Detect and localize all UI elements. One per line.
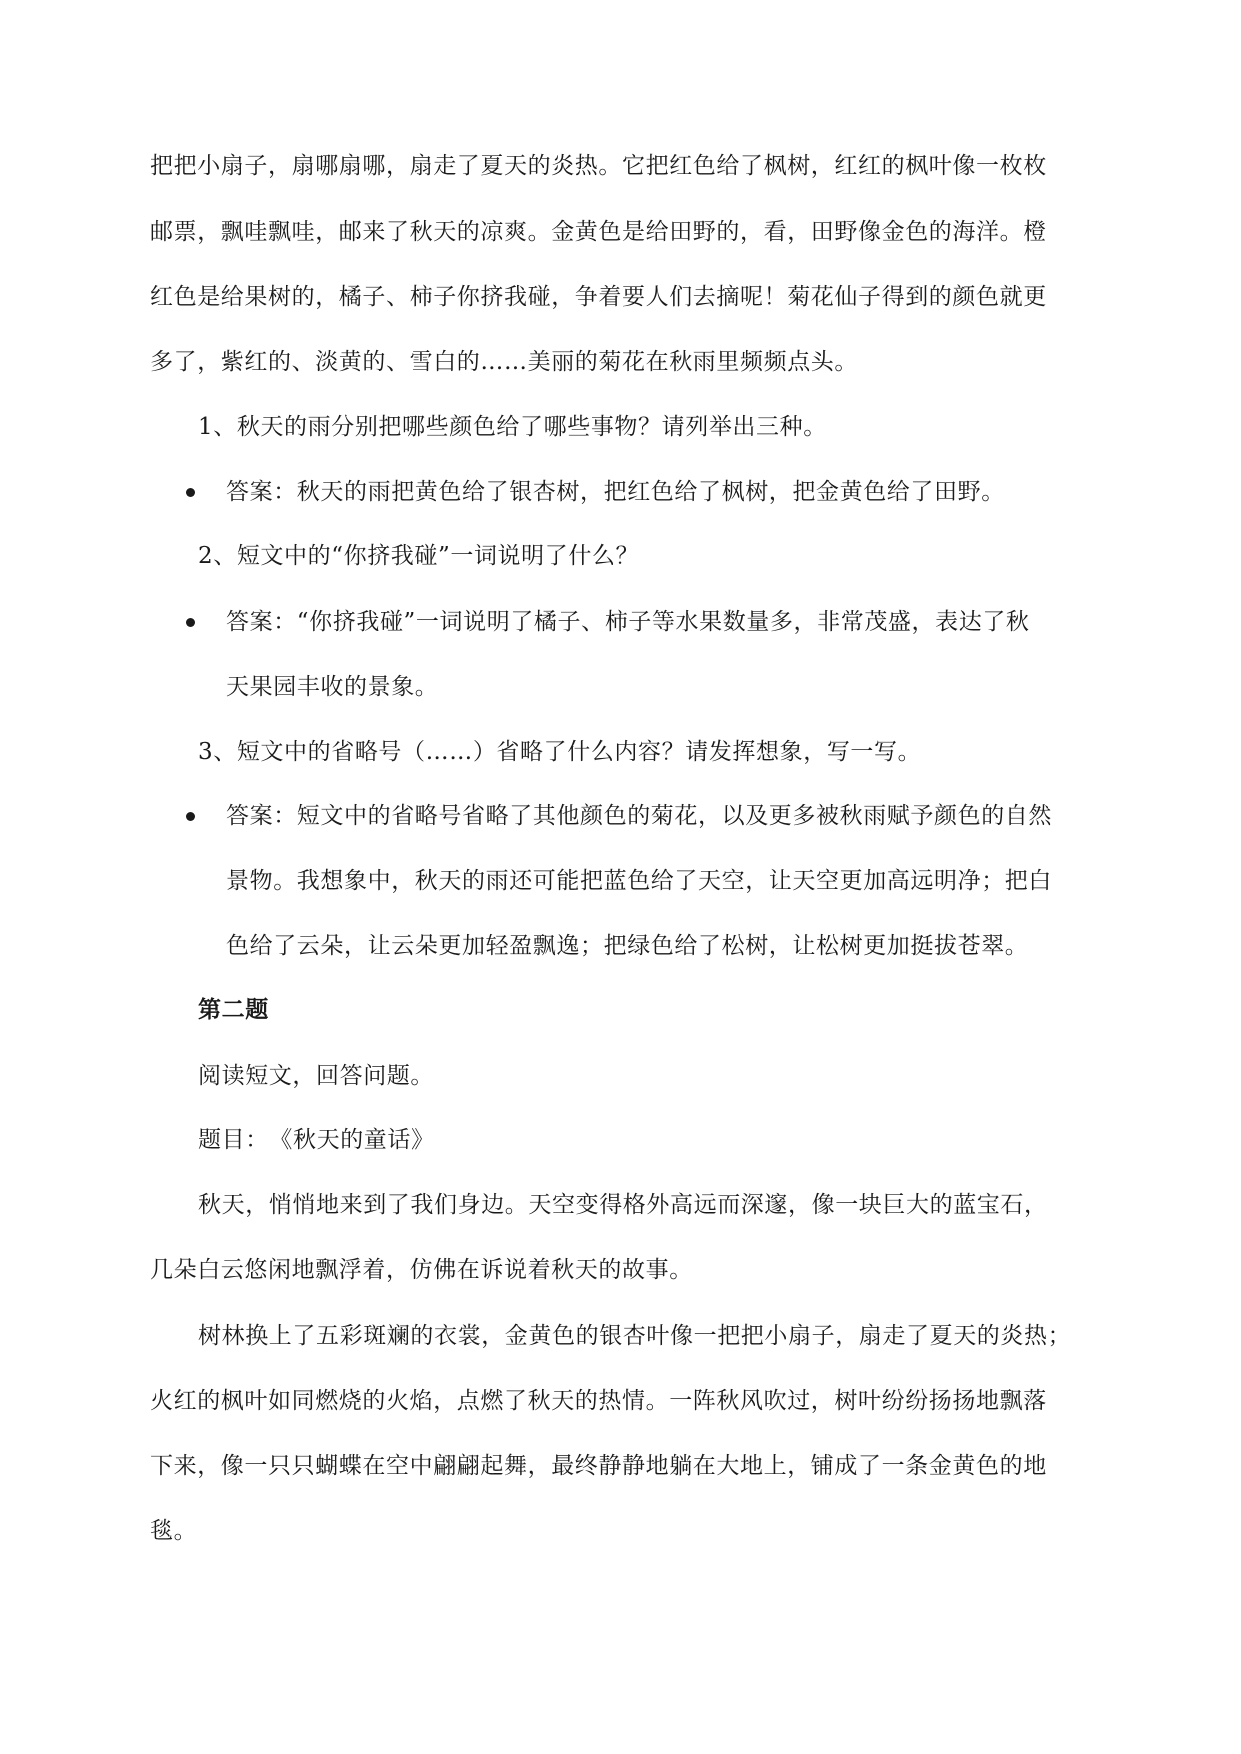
answer-3-line: 答案：短文中的省略号省略了其他颜色的菊花，以及更多被秋雨赋予颜色的自然 [226, 803, 1052, 829]
answer-1-line: 答案：秋天的雨把黄色给了银杏树，把红色给了枫树，把金黄色给了田野。 [226, 479, 1005, 505]
answer-3-line: 色给了云朵，让云朵更加轻盈飘逸；把绿色给了松树，让松树更加挺拔苍翠。 [226, 933, 1029, 959]
question-3: 3、短文中的省略号（……）省略了什么内容？请发挥想象，写一写。 [198, 739, 922, 765]
bullet-icon [186, 812, 195, 821]
answer-3-line: 景物。我想象中，秋天的雨还可能把蓝色给了天空，让天空更加高远明净；把白 [226, 868, 1052, 894]
bullet-icon [186, 618, 195, 627]
story-paragraph-line: 几朵白云悠闲地飘浮着，仿佛在诉说着秋天的故事。 [150, 1257, 693, 1283]
story-paragraph-line: 秋天，悄悄地来到了我们身边。天空变得格外高远而深邃，像一块巨大的蓝宝石， [198, 1192, 1048, 1218]
passage-line: 把把小扇子，扇哪扇哪，扇走了夏天的炎热。它把红色给了枫树，红红的枫叶像一枚枚 [150, 153, 1047, 179]
question-1: 1、秋天的雨分别把哪些颜色给了哪些事物？请列举出三种。 [198, 414, 827, 440]
instruction: 阅读短文，回答问题。 [198, 1063, 434, 1089]
answer-2-line: 答案：“你挤我碰”一词说明了橘子、柿子等水果数量多，非常茂盛，表达了秋 [226, 609, 1030, 635]
section-heading: 第二题 [198, 996, 269, 1023]
passage-line: 邮票，飘哇飘哇，邮来了秋天的凉爽。金黄色是给田野的，看，田野像金色的海洋。橙 [150, 219, 1047, 245]
question-2: 2、短文中的“你挤我碰”一词说明了什么？ [198, 543, 640, 569]
story-title: 题目： 《秋天的童话》 [198, 1127, 435, 1153]
passage-line: 红色是给果树的，橘子、柿子你挤我碰，争着要人们去摘呢！菊花仙子得到的颜色就更 [150, 284, 1047, 310]
story-paragraph-line: 下来，像一只只蝴蝶在空中翩翩起舞，最终静静地躺在大地上，铺成了一条金黄色的地 [150, 1453, 1047, 1479]
story-paragraph-line: 火红的枫叶如同燃烧的火焰，点燃了秋天的热情。一阵秋风吹过，树叶纷纷扬扬地飘落 [150, 1388, 1047, 1414]
bullet-icon [186, 488, 195, 497]
passage-line: 多了，紫红的、淡黄的、雪白的……美丽的菊花在秋雨里频频点头。 [150, 349, 858, 375]
story-paragraph-line: 树林换上了五彩斑斓的衣裳，金黄色的银杏叶像一把把小扇子，扇走了夏天的炎热； [198, 1323, 1072, 1349]
story-paragraph-line: 毯。 [150, 1518, 198, 1544]
answer-2-line: 天果园丰收的景象。 [226, 674, 439, 700]
